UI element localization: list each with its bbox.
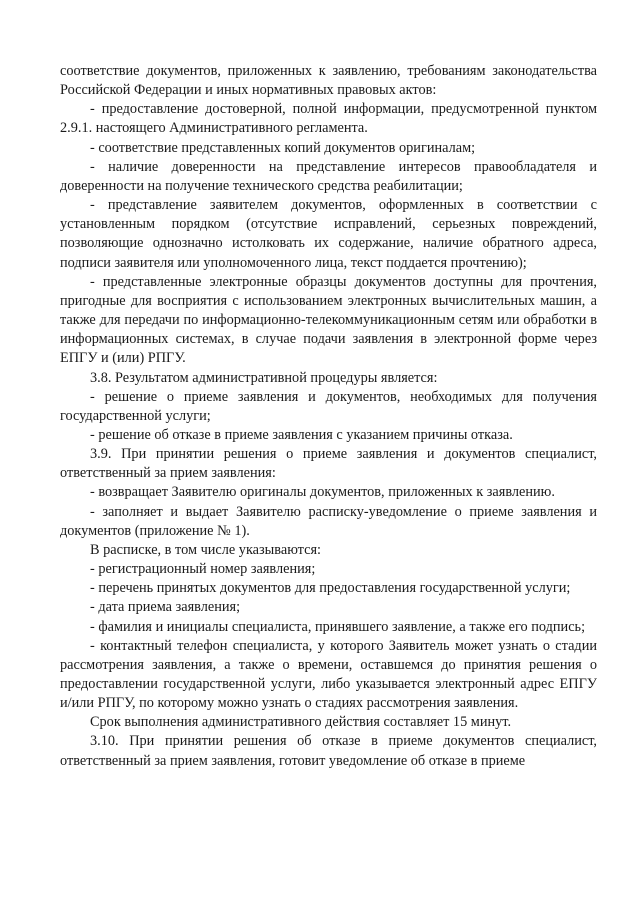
paragraph-4: - представление заявителем документов, оформленных в соответствии с установленным порядком (отсутствие исправлений, серьезных повреждений, позволяющие однозначно истолковать их содержание, наличие обратного адреса, подписи заявителя или уполномоченного лица, текст поддается прочтению);	[60, 197, 597, 271]
paragraph-3: - наличие доверенности на представление интересов правообладателя и доверенности на получение технического средства реабилитации;	[60, 158, 597, 194]
paragraph-17: - контактный телефон специалиста, у которого Заявитель может узнать о стадии рассмотрения заявления, а также о времени, оставшемся до принятия решения о предоставлении государственной услуги, либо указывается электронный адрес ЕПГУ и/или РПГУ, по которому можно узнать о стадиях рассмотрения заявления.	[60, 637, 597, 712]
paragraph-2: - соответствие представленных копий документов оригиналам;	[90, 139, 476, 156]
paragraph-18: Срок выполнения административного действия составляет 15 минут.	[90, 714, 512, 731]
document-page	[60, 62, 597, 771]
paragraph-5: - представленные электронные образцы документов доступны для прочтения, пригодные для восприятия с использованием электронных вычислительных машин, а также для передачи по информационно-телекоммуникационным сетям или обработки в информационных системах, в случае подачи заявления в электронной форме через ЕПГУ и (или) РПГУ.	[60, 273, 597, 367]
paragraph-0: соответствие документов, приложенных к заявлению, требованиям законодательства Российской Федерации и иных нормативных правовых актов:	[60, 63, 597, 99]
paragraph-6: 3.8. Результатом административной процедуры является:	[90, 369, 438, 386]
paragraph-16: - фамилия и инициалы специалиста, принявшего заявление, а также его подпись;	[90, 618, 586, 635]
paragraph-9: 3.9. При принятии решения о приеме заявления и документов специалист, ответственный за прием заявления:	[60, 446, 597, 482]
paragraph-12: В расписке, в том числе указываются:	[90, 541, 321, 558]
paragraph-1: - предоставление достоверной, полной информации, предусмотренной пунктом 2.9.1. настоящего Административного регламента.	[60, 101, 597, 137]
paragraph-10: - возвращает Заявителю оригиналы документов, приложенных к заявлению.	[90, 484, 555, 501]
paragraph-14: - перечень принятых документов для предоставления государственной услуги;	[90, 580, 571, 597]
paragraph-8: - решение об отказе в приеме заявления с указанием причины отказа.	[90, 426, 513, 443]
paragraph-15: - дата приема заявления;	[90, 599, 241, 616]
paragraph-13: - регистрационный номер заявления;	[90, 561, 316, 578]
paragraph-7: - решение о приеме заявления и документов, необходимых для получения государственной услуги;	[60, 388, 597, 424]
paragraph-11: - заполняет и выдает Заявителю расписку-уведомление о приеме заявления и документов (приложение № 1).	[60, 503, 597, 539]
paragraph-19: 3.10. При принятии решения об отказе в приеме документов специалист, ответственный за прием заявления, готовит уведомление об отказе в приеме	[60, 733, 597, 769]
